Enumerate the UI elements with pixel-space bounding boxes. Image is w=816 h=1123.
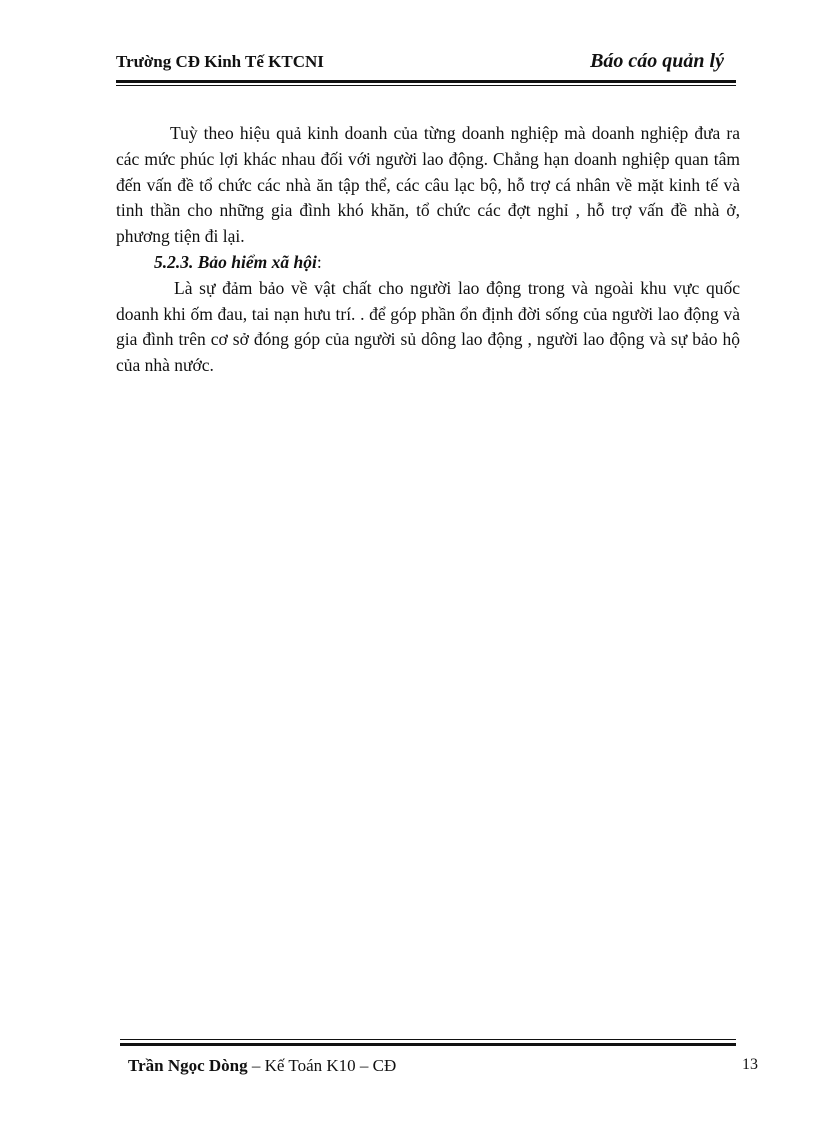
paragraph-social-insurance: Là sự đảm bảo về vật chất cho người lao động trong và ngoài khu vực quốc doanh khi ốm đau, tai nạn hưu trí. . để góp phần ổn định đời sống của người lao động và gia đình trên cơ sở đóng góp của người sủ dông lao động , người lao động và sự bảo hộ của nhà nước. <box>116 277 740 376</box>
page-number: 13 <box>742 1056 758 1073</box>
footer-credit <box>128 1056 396 1076</box>
footer-rule-thick <box>120 1043 736 1046</box>
page-header <box>116 50 736 78</box>
section-heading-text: 5.2.3. Bảo hiểm xã hội <box>154 251 317 272</box>
footer-rule-thin <box>120 1039 736 1040</box>
page-body <box>116 121 740 379</box>
paragraph-welfare: Tuỳ theo hiệu quả kinh doanh của từng doanh nghiệp mà doanh nghiệp đưa ra các mức phúc lợi khác nhau đối với người lao động. Chẳng hạn doanh nghiệp quan tâm đến vấn đề tổ chức các nhà ăn tập thể, các câu lạc bộ, hỗ trợ cá nhân về mặt kinh tế và tinh thần cho những gia đình khó khăn, tổ chức các đợt nghỉ , hỗ trợ vấn đề nhà ở, phương tiện đi lại. <box>116 123 740 247</box>
header-rule-thin <box>116 85 736 86</box>
page-footer <box>128 1056 758 1080</box>
section-heading-colon: : <box>316 251 322 272</box>
header-rule-thick <box>116 80 736 83</box>
footer-course: – Kế Toán K10 – CĐ <box>247 1056 397 1075</box>
footer-author: Trần Ngọc Dòng <box>128 1056 248 1075</box>
section-heading <box>116 250 740 276</box>
header-school-name: Trường CĐ Kinh Tế KTCNI <box>116 52 324 71</box>
header-report-title: Báo cáo quản lý <box>590 50 724 72</box>
